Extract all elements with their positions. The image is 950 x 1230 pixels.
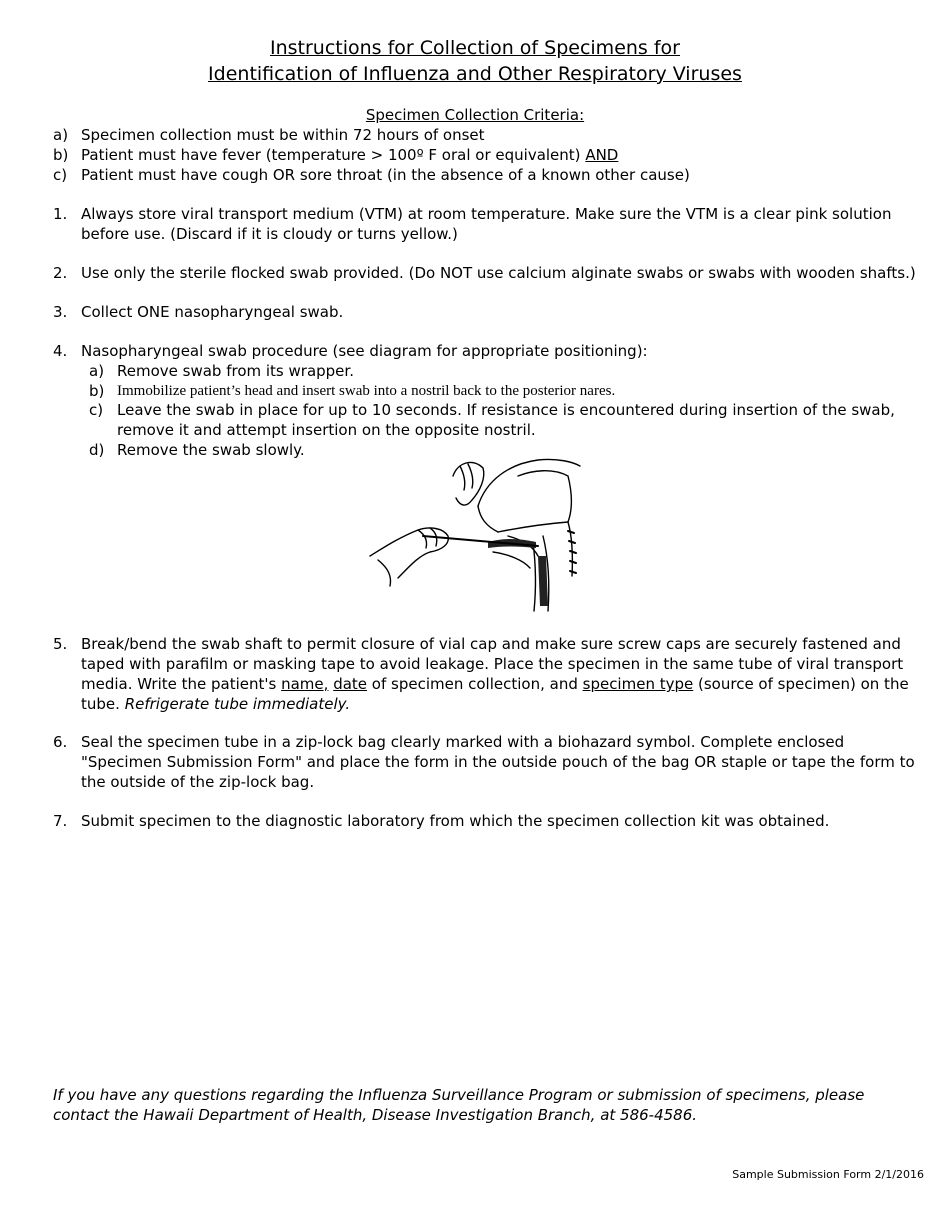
pharynx-wall (568, 522, 572, 576)
step-number: 5. (53, 635, 68, 653)
jaw-line (493, 552, 530, 568)
list-text: Remove the swab slowly. (117, 441, 305, 459)
step-5-text-part-1: Break/bend the swab shaft to permit closure of vial cap and make sure screw caps are securely fastened and taped with parafilm or masking tape to avoid leakage. Place the specimen in the same tube of viral transport media. Write the patient's (81, 635, 904, 693)
list-text: Specimen collection must be within 72 hours of onset (81, 126, 485, 144)
step-number: 4. (53, 342, 68, 360)
list-label: c) (53, 166, 68, 184)
head-outline (478, 459, 580, 506)
list-label: d) (89, 441, 105, 459)
step-5-text-part-3: of specimen collection, and (367, 675, 583, 693)
step-text (81, 634, 921, 714)
list-text: Remove swab from its wrapper. (117, 362, 354, 380)
step-text: Collect ONE nasopharyngeal swab. (81, 303, 344, 321)
form-date: Sample Submission Form 2/1/2016 (732, 1168, 924, 1181)
forehead-line (478, 506, 498, 532)
step-text: Submit specimen to the diagnostic laboratory from which the specimen collection kit was obtained. (81, 812, 830, 830)
step-text: Use only the sterile flocked swab provided. (Do NOT use calcium alginate swabs or swabs with wooden shafts.) (81, 264, 916, 282)
upper-hand (453, 462, 484, 505)
criteria-heading: Specimen Collection Criteria: (365, 106, 585, 124)
nasopharyngeal-swab-diagram (368, 456, 583, 616)
step-number: 1. (53, 205, 68, 223)
contact-note: If you have any questions regarding the Influenza Surveillance Program or submission of specimens, please contact the Hawaii Department of Health, Disease Investigation Branch, at 586-4586. (53, 1086, 865, 1124)
list-text: Patient must have cough OR sore throat (in the absence of a known other cause) (81, 166, 690, 184)
step-text: Nasopharyngeal swab procedure (see diagram for appropriate positioning): (81, 342, 648, 360)
list-text: Leave the swab in place for up to 10 seconds. If resistance is encountered during insertion of the swab, remove it and attempt insertion on the opposite nostril. (117, 401, 895, 439)
palate-line (498, 522, 568, 532)
cranium-inner (518, 471, 571, 522)
wrist-line (378, 560, 391, 586)
step-text: Seal the specimen tube in a zip-lock bag clearly marked with a biohazard symbol. Complete enclosed "Specimen Submission Form" and place the form in the outside pouch of the bag OR staple or tape the form to the outside of the zip-lock bag. (81, 733, 915, 791)
list-label: b) (89, 382, 105, 400)
lower-hand-finger (418, 530, 427, 548)
step-number: 6. (53, 733, 68, 751)
upper-hand-finger-2 (468, 464, 473, 488)
list-label: b) (53, 146, 69, 164)
specimen-type-emphasis: specimen type (582, 675, 694, 693)
step-number: 2. (53, 264, 68, 282)
step-text: Always store viral transport medium (VTM) at room temperature. Make sure the VTM is a clear pink solution before use. (Discard if it is cloudy or turns yellow.) (81, 205, 892, 243)
step-5-text-part-4: (source of specimen) on the tube. (81, 675, 909, 713)
date-emphasis: date (333, 675, 368, 693)
page-title-line-1: Instructions for Collection of Specimens for (269, 37, 680, 59)
list-label: a) (89, 362, 105, 380)
list-label: a) (53, 126, 69, 144)
and-emphasis: AND (585, 146, 619, 164)
list-text-wrapper (81, 145, 911, 165)
name-emphasis: name, (281, 675, 329, 693)
upper-hand-finger (460, 466, 465, 490)
step-number: 7. (53, 812, 68, 830)
airway-shading (538, 556, 548, 606)
page-title-line-2: Identification of Influenza and Other Respiratory Viruses (208, 63, 742, 85)
list-text: Immobilize patient’s head and insert swab into a nostril back to the posterior nares. (117, 383, 616, 399)
list-label: c) (89, 401, 104, 419)
list-text: Patient must have fever (temperature > 100º F oral or equivalent) (81, 146, 581, 164)
refrigerate-instruction: Refrigerate tube immediately. (124, 695, 351, 713)
step-number: 3. (53, 303, 68, 321)
